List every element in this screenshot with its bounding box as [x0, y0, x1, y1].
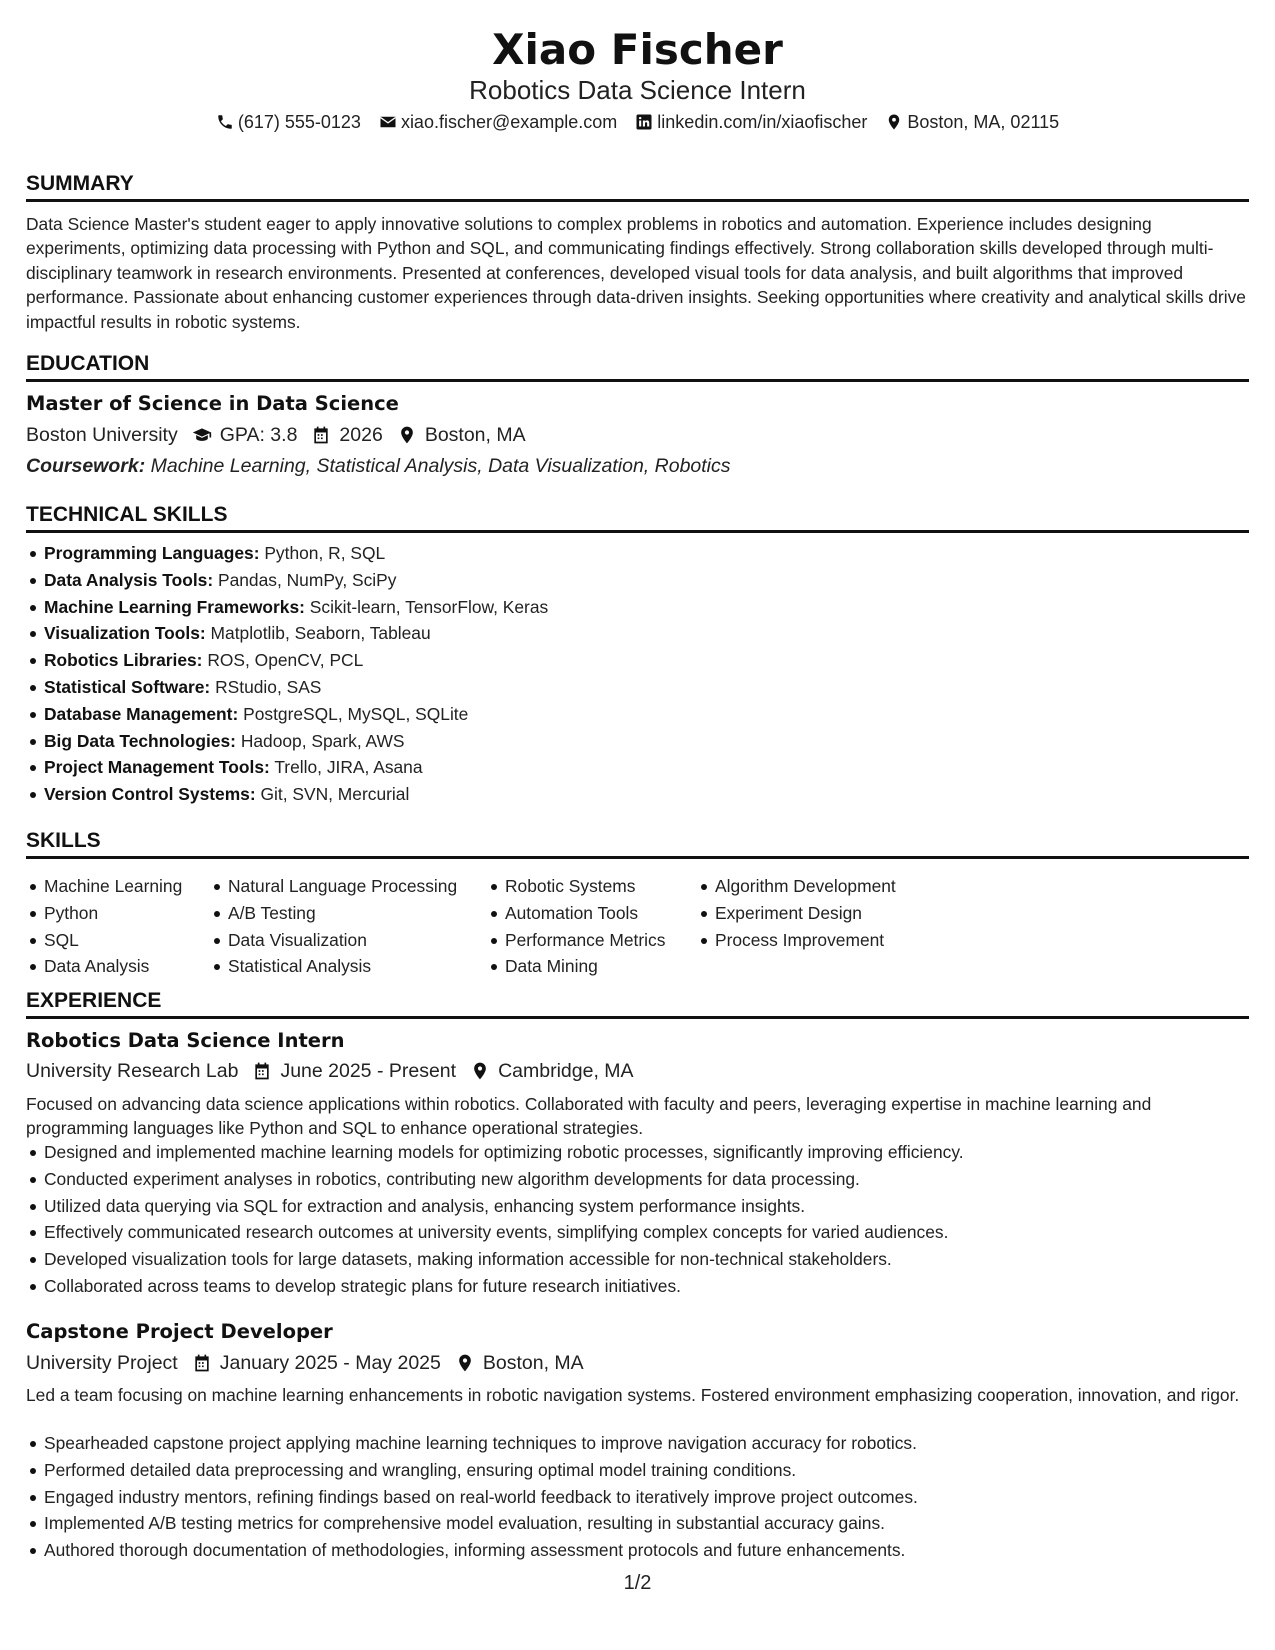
job-bullet: Collaborated across teams to develop strategic plans for future research initiatives.	[26, 1273, 1249, 1300]
education-meta	[26, 422, 526, 448]
skill-item: Statistical Analysis	[210, 953, 487, 980]
skill-item: Performance Metrics	[487, 927, 697, 954]
summary-text: Data Science Master's student eager to apply innovative solutions to complex problems in robotics and automation. Experience includes designing experiments, optimizing data processing with Python and SQL, and communicating findings effectively. Strong collaboration skills developed through multi-disciplinary teamwork in research environments. Presented at conferences, developed visual tools for data analysis, and built algorithms that improved performance. Passionate about enhancing customer experiences through data-driven insights. Seeking opportunities where creativity and analytical skills drive impactful results in robotic systems.	[26, 214, 1246, 332]
degree-title: Master of Science in Data Science	[26, 392, 399, 415]
job-bullet: Designed and implemented machine learning models for optimizing robotic processes, significantly improving efficiency.	[26, 1139, 1249, 1166]
skill-item: Python	[26, 900, 210, 927]
calendar-icon	[192, 1353, 212, 1373]
technical-skill-value: RStudio, SAS	[215, 676, 322, 697]
map-marker-icon	[885, 113, 903, 131]
job-bullet: Engaged industry mentors, refining findings based on real-world feedback to iteratively improve project outcomes.	[26, 1484, 1249, 1511]
linkedin-icon	[635, 113, 653, 131]
candidate-headline: Robotics Data Science Intern	[469, 75, 806, 105]
technical-skill-label: Machine Learning Frameworks:	[44, 596, 305, 617]
job-org: University Research Lab	[26, 1060, 239, 1082]
job-title: Capstone Project Developer	[26, 1320, 333, 1343]
skills-heading: SKILLS	[26, 827, 1249, 859]
education-location: Boston, MA	[424, 424, 526, 446]
technical-skill-value: Hadoop, Spark, AWS	[240, 730, 405, 751]
technical-skill-value: Pandas, NumPy, SciPy	[217, 569, 397, 590]
graduation-year: 2026	[339, 424, 383, 446]
technical-skill-label: Project Management Tools:	[44, 757, 270, 778]
technical-skill-label: Robotics Libraries:	[44, 650, 203, 671]
technical-skill-item	[26, 647, 1249, 674]
job-location: Cambridge, MA	[498, 1060, 634, 1082]
skill-item: Experiment Design	[697, 900, 917, 927]
skills-grid	[26, 873, 917, 980]
contact-phone[interactable]	[216, 110, 361, 134]
technical-skill-item	[26, 540, 1249, 567]
calendar-icon	[311, 425, 331, 445]
job-location: Boston, MA	[482, 1352, 584, 1374]
coursework-text: Machine Learning, Statistical Analysis, Data Visualization, Robotics	[150, 455, 731, 477]
technical-skill-item	[26, 701, 1249, 728]
skill-item: A/B Testing	[210, 900, 487, 927]
map-marker-icon	[455, 1353, 475, 1373]
phone-text: (617) 555-0123	[237, 112, 361, 132]
phone-icon	[216, 113, 234, 131]
skills-column	[26, 873, 210, 980]
calendar-icon	[252, 1061, 272, 1081]
technical-skill-label: Visualization Tools:	[44, 623, 206, 644]
job-dates: January 2025 - May 2025	[219, 1352, 441, 1374]
technical-skill-value: ROS, OpenCV, PCL	[207, 650, 364, 671]
technical-skill-label: Data Analysis Tools:	[44, 569, 214, 590]
technical-skill-label: Database Management:	[44, 703, 239, 724]
education-heading: EDUCATION	[26, 350, 1249, 382]
job-meta	[26, 1350, 584, 1376]
map-marker-icon	[397, 425, 417, 445]
skill-item: Robotic Systems	[487, 873, 697, 900]
candidate-name: Xiao Fischer	[492, 25, 783, 74]
technical-skill-item	[26, 567, 1249, 594]
contact-email[interactable]	[379, 110, 617, 134]
job-bullet: Spearheaded capstone project applying machine learning techniques to improve navigation accuracy for robotics.	[26, 1430, 1249, 1457]
resume-page	[26, 0, 1249, 1650]
gpa-text: GPA: 3.8	[219, 424, 298, 446]
job-bullet: Authored thorough documentation of methodologies, informing assessment protocols and future enhancements.	[26, 1537, 1249, 1564]
linkedin-text: linkedin.com/in/xiaofischer	[657, 112, 868, 132]
job-meta	[26, 1058, 634, 1084]
email-text: xiao.fischer@example.com	[400, 112, 618, 132]
job-bullets	[26, 1139, 1249, 1300]
experience-heading: EXPERIENCE	[26, 987, 1249, 1019]
technical-skill-item	[26, 594, 1249, 621]
job-bullet: Performed detailed data preprocessing and wrangling, ensuring optimal model training conditions.	[26, 1457, 1249, 1484]
technical-skill-label: Statistical Software:	[44, 676, 211, 697]
skill-item: Data Visualization	[210, 927, 487, 954]
technical-skill-value: PostgreSQL, MySQL, SQLite	[243, 703, 469, 724]
school-name: Boston University	[26, 424, 178, 446]
envelope-icon	[379, 113, 397, 131]
skill-item: SQL	[26, 927, 210, 954]
coursework-label: Coursework:	[26, 455, 146, 477]
summary-heading: SUMMARY	[26, 170, 1249, 202]
job-bullet: Effectively communicated research outcomes at university events, simplifying complex concepts for varied audiences.	[26, 1219, 1249, 1246]
technical-skill-label: Programming Languages:	[44, 543, 260, 563]
job-org: University Project	[26, 1352, 178, 1374]
skills-column	[487, 873, 697, 980]
skill-item: Algorithm Development	[697, 873, 917, 900]
skill-item: Automation Tools	[487, 900, 697, 927]
job-bullet: Conducted experiment analyses in robotics, contributing new algorithm developments for data processing.	[26, 1166, 1249, 1193]
technical-skill-item	[26, 728, 1249, 755]
technical-skill-value: Matplotlib, Seaborn, Tableau	[210, 623, 431, 644]
skill-item: Data Analysis	[26, 953, 210, 980]
contact-location	[885, 110, 1059, 134]
technical-skills-list	[26, 540, 1249, 808]
job-summary: Focused on advancing data science applications within robotics. Collaborated with faculty and peers, leveraging expertise in machine learning and programming languages like Python and SQL to enhance operational strategies.	[26, 1094, 1152, 1139]
technical-skill-value: Python, R, SQL	[264, 543, 386, 563]
contact-linkedin[interactable]	[635, 110, 867, 134]
technical-skill-value: Git, SVN, Mercurial	[260, 784, 410, 805]
map-marker-icon	[470, 1061, 490, 1081]
job-bullets	[26, 1430, 1249, 1564]
job-title: Robotics Data Science Intern	[26, 1029, 345, 1052]
job-bullet: Utilized data querying via SQL for extraction and analysis, enhancing system performance insights.	[26, 1193, 1249, 1220]
job-dates: June 2025 - Present	[280, 1060, 457, 1082]
technical-skill-item	[26, 620, 1249, 647]
skill-item: Machine Learning	[26, 873, 210, 900]
job-bullet: Developed visualization tools for large datasets, making information accessible for non-technical stakeholders.	[26, 1246, 1249, 1273]
skills-column	[697, 873, 917, 980]
page-number: 1/2	[623, 1572, 652, 1594]
technical-skill-value: Trello, JIRA, Asana	[274, 757, 423, 778]
technical-skill-label: Version Control Systems:	[44, 784, 256, 805]
contact-bar	[26, 110, 1249, 134]
skill-item: Data Mining	[487, 953, 697, 980]
technical-skill-value: Scikit-learn, TensorFlow, Keras	[309, 596, 549, 617]
location-text: Boston, MA, 02115	[907, 112, 1060, 132]
coursework-line	[26, 453, 731, 479]
skills-column	[210, 873, 487, 980]
technical-skill-item	[26, 754, 1249, 781]
technical-skill-item	[26, 674, 1249, 701]
technical-skills-heading: TECHNICAL SKILLS	[26, 501, 1249, 533]
job-summary: Led a team focusing on machine learning enhancements in robotic navigation systems. Fostered environment emphasizing cooperation, innovation, and rigor.	[26, 1385, 1240, 1405]
skill-item: Natural Language Processing	[210, 873, 487, 900]
skill-item: Process Improvement	[697, 927, 917, 954]
job-bullet: Implemented A/B testing metrics for comprehensive model evaluation, resulting in substantial accuracy gains.	[26, 1510, 1249, 1537]
technical-skill-item	[26, 781, 1249, 808]
graduation-cap-icon	[192, 425, 212, 445]
technical-skill-label: Big Data Technologies:	[44, 730, 236, 751]
